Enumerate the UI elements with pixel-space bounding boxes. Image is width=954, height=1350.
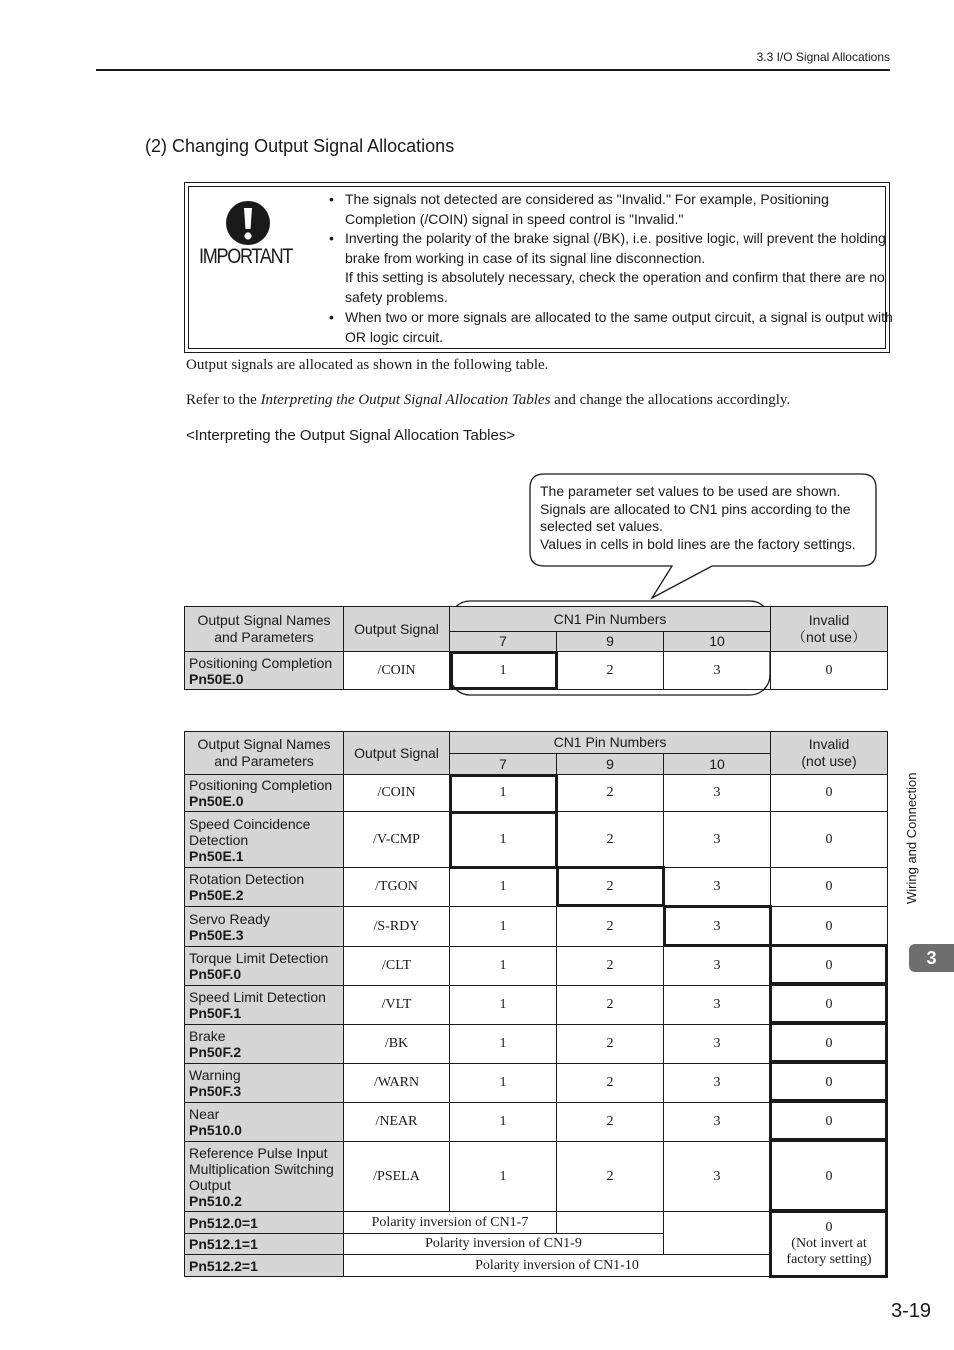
header-signal: Output Signal [344,732,450,775]
row-pin9: 2 [557,907,664,947]
table-row [185,947,888,986]
table-row [185,907,888,947]
header-pin-9: 9 [557,754,664,775]
row-pin7: 1 [450,868,557,907]
row-pin7: 1 [450,986,557,1025]
polarity-row [185,1212,888,1234]
table-row [185,812,888,868]
row-pin9: 2 [557,986,664,1025]
row-signal: /WARN [344,1064,450,1103]
example-table [184,606,888,690]
row-signal: /VLT [344,986,450,1025]
header-signal: Output Signal [344,607,450,652]
row-invalid: 0 [771,812,888,868]
header-invalid: Invalid (not use) [771,732,888,775]
row-pin9: 2 [557,1142,664,1212]
row-invalid: 0 [771,775,888,812]
row-pin10: 3 [664,947,771,986]
row-pin7: 1 [450,775,557,812]
important-bullet-3: • When two or more signals are allocated to the same output circuit, a signal is output with OR logic circuit. [329,309,893,345]
row-pin10: 3 [664,1064,771,1103]
row-pin7: 1 [450,947,557,986]
header-pin-7: 7 [450,632,557,652]
header-pin-10: 10 [664,754,771,775]
header-names: Output Signal Names and Parameters [185,607,344,652]
example-row-pin9: 2 [557,652,664,690]
row-pin10: 3 [664,868,771,907]
running-header: 3.3 I/O Signal Allocations [756,50,890,64]
row-name: Servo Ready Pn50E.3 [185,907,344,947]
row-name: Speed Coincidence Detection Pn50E.1 [185,812,344,868]
table-row [185,775,888,812]
row-pin9: 2 [557,1025,664,1064]
important-bullet-1: • The signals not detected are considered as "Invalid." For example, Positioning Completion (/COIN) signal in speed control is "Invalid." [329,191,829,227]
allocation-table [184,731,888,1277]
row-signal: /BK [344,1025,450,1064]
header-invalid: Invalid （not use） [771,607,888,652]
polarity-text: Polarity inversion of CN1-9 [344,1234,664,1255]
page-number: 3-19 [890,1300,931,1322]
table-row [185,1103,888,1142]
side-tab-label: Wiring and Connection [904,772,919,904]
row-invalid: 0 [771,1064,888,1103]
row-pin10: 3 [664,986,771,1025]
table-row [185,1142,888,1212]
intro-paragraph: Output signals are allocated as shown in the following table. [186,357,549,373]
row-pin10: 3 [664,907,771,947]
example-row-signal: /COIN [344,652,450,690]
row-pin9: 2 [557,868,664,907]
polarity-param: Pn512.1=1 [185,1234,344,1255]
subheading: <Interpreting the Output Signal Allocation Tables> [186,427,516,444]
important-label: IMPORTANT [199,245,293,268]
polarity-param: Pn512.2=1 [185,1255,344,1277]
table-row [185,868,888,907]
row-pin7: 1 [450,1025,557,1064]
row-name: Reference Pulse Input Multiplication Switching Output Pn510.2 [185,1142,344,1212]
header-pin-10: 10 [664,632,771,652]
row-invalid: 0 [771,1142,888,1212]
refer-paragraph: Refer to the Interpreting the Output Signal Allocation Tables and change the allocations accordingly. [186,392,791,408]
row-pin10: 3 [664,775,771,812]
table-row [185,1025,888,1064]
example-row-invalid: 0 [771,652,888,690]
example-row-name: Positioning Completion Pn50E.0 [185,652,344,690]
example-row-pin10: 3 [664,652,771,690]
row-pin9: 2 [557,947,664,986]
row-invalid: 0 [771,986,888,1025]
row-signal: /S-RDY [344,907,450,947]
row-name: Warning Pn50F.3 [185,1064,344,1103]
important-bullet-2-extra: If this setting is absolutely necessary, check the operation and confirm that there are no safety problems. [345,269,885,305]
header-names: Output Signal Names and Parameters [185,732,344,775]
row-invalid: 0 [771,1025,888,1064]
row-pin9: 2 [557,775,664,812]
row-signal: /V-CMP [344,812,450,868]
row-name: Near Pn510.0 [185,1103,344,1142]
row-pin10: 3 [664,1103,771,1142]
row-pin7: 1 [450,1103,557,1142]
row-pin7: 1 [450,812,557,868]
row-name: Positioning Completion Pn50E.0 [185,775,344,812]
row-name: Brake Pn50F.2 [185,1025,344,1064]
row-pin9: 2 [557,1103,664,1142]
row-pin7: 1 [450,907,557,947]
important-bullet-2: • Inverting the polarity of the brake signal (/BK), i.e. positive logic, will prevent the holding brake from working in case of its signal line disconnection. If this setting is absolutely necessary, check the operation and confirm that there are no safety problems. [329,230,886,305]
row-invalid: 0 [771,907,888,947]
row-signal: /CLT [344,947,450,986]
row-signal: /COIN [344,775,450,812]
chapter-tab: 3 [909,944,954,972]
row-pin10: 3 [664,1142,771,1212]
header-cn1: CN1 Pin Numbers [450,732,771,754]
polarity-text: Polarity inversion of CN1-7 [344,1212,557,1234]
row-signal: /NEAR [344,1103,450,1142]
row-pin7: 1 [450,1142,557,1212]
row-invalid: 0 [771,868,888,907]
polarity-invalid: 0 (Not invert at factory setting) [771,1212,888,1277]
table-row [185,1064,888,1103]
row-name: Speed Limit Detection Pn50F.1 [185,986,344,1025]
table-row [185,986,888,1025]
polarity-param: Pn512.0=1 [185,1212,344,1234]
example-row-pin7: 1 [450,652,557,690]
header-pin-7: 7 [450,754,557,775]
row-name: Rotation Detection Pn50E.2 [185,868,344,907]
callout-text: The parameter set values to be used are shown. Signals are allocated to CN1 pins according to the selected set values. Values in cells in bold lines are the factory settings. [540,483,856,552]
row-signal: /TGON [344,868,450,907]
row-name: Torque Limit Detection Pn50F.0 [185,947,344,986]
row-pin10: 3 [664,812,771,868]
row-pin9: 2 [557,812,664,868]
row-signal: /PSELA [344,1142,450,1212]
polarity-text: Polarity inversion of CN1-10 [344,1255,771,1277]
section-title: (2) Changing Output Signal Allocations [145,136,455,156]
header-pin-9: 9 [557,632,664,652]
row-pin7: 1 [450,1064,557,1103]
header-cn1: CN1 Pin Numbers [450,607,771,632]
row-pin10: 3 [664,1025,771,1064]
row-pin9: 2 [557,1064,664,1103]
row-invalid: 0 [771,1103,888,1142]
row-invalid: 0 [771,947,888,986]
